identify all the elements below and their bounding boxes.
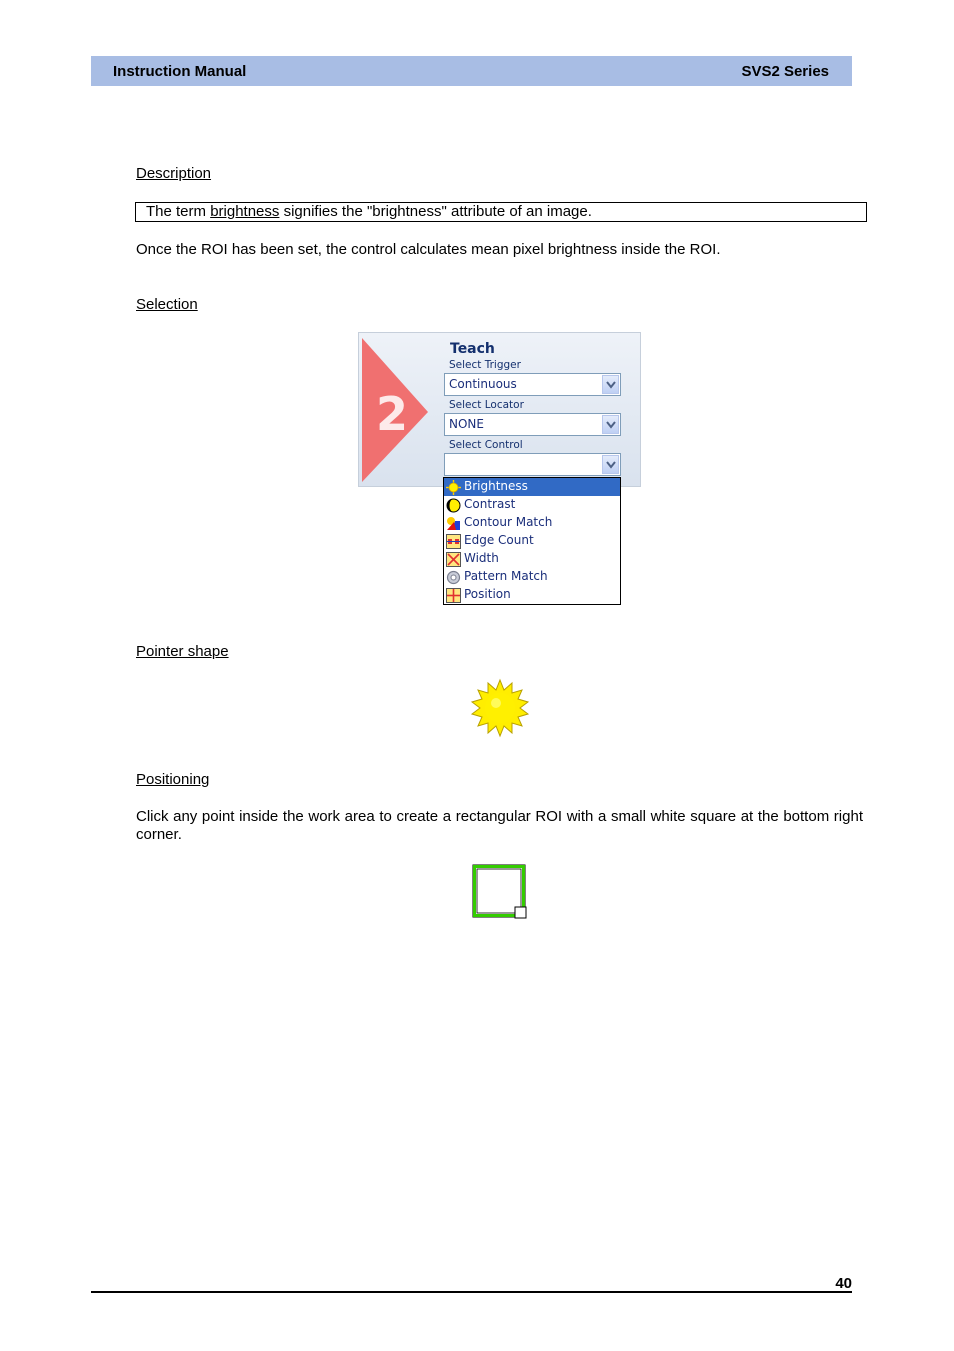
locator-value: NONE [449,417,484,431]
header-title: Instruction Manual [113,63,247,80]
contour-icon [446,516,461,531]
dropdown-item-edge-count[interactable] [444,532,620,550]
dropdown-item-width[interactable] [444,550,620,568]
dropdown-item-contour-match[interactable] [444,514,620,532]
description-body: Once the ROI has been set, the control calculates mean pixel brightness inside the ROI. [136,241,721,258]
sun-pointer-icon [470,678,530,738]
dropdown-item-label: Edge Count [464,533,534,547]
edge-count-icon [446,534,461,549]
definition-term: brightness [210,203,280,220]
sun-icon [446,480,461,495]
dropdown-item-label: Pattern Match [464,569,548,583]
positioning-body: Click any point inside the work area to create a rectangular ROI with a small white square at the bottom right corner. [136,808,863,843]
width-icon [446,552,461,567]
dropdown-item-label: Width [464,551,499,565]
dropdown-item-label: Contrast [464,497,516,511]
locator-dropdown-button[interactable] [602,415,619,434]
header-bar [91,56,852,86]
trigger-dropdown-button[interactable] [602,375,619,394]
dropdown-item-label: Brightness [464,479,528,493]
dropdown-item-position[interactable] [444,586,620,604]
positioning-heading: Positioning [136,771,210,788]
selection-heading: Selection [136,296,198,313]
chevron-down-icon [606,381,616,389]
roi-rectangle-icon [471,863,529,921]
definition-prefix: The term [146,203,211,220]
control-dropdown-button[interactable] [602,455,619,474]
description-heading: Description [136,165,212,182]
step-arrow-icon [362,338,434,482]
pattern-icon [446,570,461,585]
definition-box [135,202,867,222]
control-dropdown-list [443,477,621,605]
pointer-heading: Pointer shape [136,643,229,660]
dropdown-item-label: Position [464,587,511,601]
trigger-label: Select Trigger [449,359,521,371]
dropdown-item-brightness[interactable] [444,478,620,496]
dropdown-item-pattern-match[interactable] [444,568,620,586]
definition-suffix: signifies the "brightness" attribute of an image. [279,203,592,220]
position-icon [446,588,461,603]
dropdown-item-contrast[interactable] [444,496,620,514]
locator-label: Select Locator [449,399,524,411]
teach-panel [358,332,641,487]
trigger-select[interactable] [444,373,621,396]
page-number: 40 [835,1275,852,1292]
panel-title: Teach [450,341,495,357]
dropdown-item-label: Contour Match [464,515,553,529]
control-label: Select Control [449,439,523,451]
chevron-down-icon [606,461,616,469]
control-select[interactable] [444,453,621,476]
header-series: SVS2 Series [741,63,829,80]
trigger-value: Continuous [449,377,517,391]
chevron-down-icon [606,421,616,429]
locator-select[interactable] [444,413,621,436]
footer-divider [91,1291,852,1293]
step-number: 2 [376,387,409,441]
contrast-icon [446,498,461,513]
